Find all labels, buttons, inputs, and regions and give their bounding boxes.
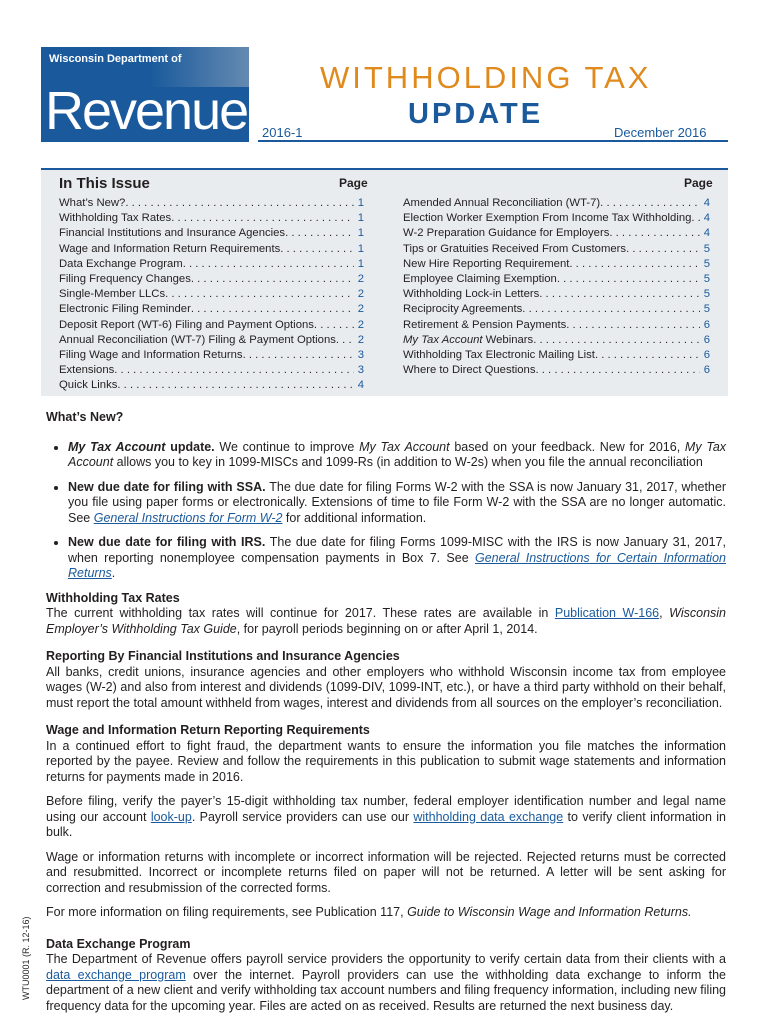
toc-entry[interactable] xyxy=(403,211,710,226)
toc-entry-label: Quick Links xyxy=(59,379,118,392)
toc-leader-dots xyxy=(171,211,354,226)
toc-entry-page: 2 xyxy=(357,318,364,331)
toc-entry[interactable] xyxy=(59,226,364,241)
toc-entry-label: Electronic Filing Reminder xyxy=(59,303,191,316)
issue-number: 2016-1 xyxy=(262,125,303,140)
toc-entry-label: Election Worker Exemption From Income Tax Withholding xyxy=(403,212,692,225)
toc-entry-label: Filing Frequency Changes xyxy=(59,273,191,286)
issue-date: December 2016 xyxy=(614,125,707,140)
rates-heading: Withholding Tax Rates xyxy=(46,590,180,605)
toc-entry-page: 4 xyxy=(703,212,710,225)
data-exchange-text: The Department of Revenue offers payroll service providers the opportunity to verify certain data from their clients with a data exchange program over the internet. Payroll providers can use the withholding data exchange to inform the department of a new client and verify withholding tax account numbers and filing frequency information, including new filing frequency data for the upcoming year. Files are acted on as received. Results are returned the next business day. xyxy=(46,952,726,1013)
toc-entry-label: Tips or Gratuities Received From Customers xyxy=(403,242,627,255)
toc-entry-label: Deposit Report (WT-6) Filing and Payment Options xyxy=(59,318,314,331)
toc-entry[interactable] xyxy=(403,348,710,363)
dor-logo xyxy=(41,47,249,142)
rates-section xyxy=(46,591,726,638)
list-item: • My Tax Account update. We continue to improve My Tax Account based on your feedback. New for 2016, My Tax Account allows you to key in 1099-MISCs and 1099-Rs (in addition to W-2s) when you file the annual reconciliation xyxy=(68,440,726,471)
toc-entry-page: 4 xyxy=(357,379,364,392)
w2-instructions-link[interactable]: General Instructions for Form W-2 xyxy=(93,510,283,525)
toc-leader-dots xyxy=(522,302,699,317)
info-returns-instructions-link[interactable]: General Instructions for Certain Information Returns xyxy=(68,550,726,580)
toc-entry[interactable] xyxy=(403,302,710,317)
toc-entry-page: 5 xyxy=(703,242,710,255)
toc-entry[interactable] xyxy=(403,226,710,241)
toc-entry-page: 3 xyxy=(357,364,364,377)
toc-leader-dots xyxy=(243,348,354,363)
toc-page-header-left: Page xyxy=(339,176,368,190)
withholding-data-exchange-link[interactable]: withholding data exchange xyxy=(413,809,564,824)
toc-leader-dots xyxy=(533,333,700,348)
toc-entry-page: 5 xyxy=(703,273,710,286)
toc-entry[interactable] xyxy=(403,272,710,287)
wage-heading: Wage and Information Return Reporting Requirements xyxy=(46,723,370,737)
rates-text: The current withholding tax rates will continue for 2017. These rates are available in Publication W-166, Wisconsin Employer’s Withholding Tax Guide, for payroll periods beginning on or after April 1, 2014. xyxy=(46,606,727,636)
data-exchange-program-link[interactable]: data exchange program xyxy=(46,967,186,982)
toc-entry[interactable] xyxy=(59,378,364,393)
wage-p1: In a continued effort to fight fraud, the department wants to ensure the information you file matches the information reported by the payee. Review and follow the requirements in this publication to submit wage statements and information returns for payments made in 2016. xyxy=(46,738,726,784)
toc-entry-label: Withholding Tax Electronic Mailing List xyxy=(403,349,595,362)
toc-entry-page: 6 xyxy=(703,364,710,377)
publication-w166-link[interactable]: Publication W-166 xyxy=(554,606,660,620)
toc-leader-dots xyxy=(114,363,353,378)
toc-entry-page: 2 xyxy=(357,273,364,286)
toc-entry[interactable] xyxy=(59,242,364,257)
toc-entry-page: 5 xyxy=(703,303,710,316)
toc-leader-dots xyxy=(191,272,354,287)
toc-entry[interactable] xyxy=(59,348,364,363)
toc-entry-page: 2 xyxy=(357,288,364,301)
toc-entry-label: Extensions xyxy=(59,364,115,377)
article-body xyxy=(46,410,726,1014)
toc-leader-dots xyxy=(566,318,699,333)
toc-leader-dots xyxy=(314,318,354,333)
header-rule xyxy=(258,140,728,142)
toc-entry[interactable] xyxy=(59,287,364,302)
toc-entry-page: 1 xyxy=(357,212,364,225)
toc-entry-label: Employee Claiming Exemption xyxy=(403,273,557,286)
toc-leader-dots xyxy=(285,226,354,241)
toc-title: In This Issue xyxy=(59,175,150,192)
list-item: • New due date for filing with IRS. The due date for filing Forms 1099-MISC with the IRS is now January 31, 2017, when reporting nonemployee compensation payments in Box 7. See General Instructions for Certain Information Returns. xyxy=(68,535,726,582)
toc-leader-dots xyxy=(609,226,699,241)
toc-entry[interactable] xyxy=(403,318,710,333)
toc-page-header-right: Page xyxy=(684,176,713,190)
data-exchange-section xyxy=(46,937,726,1015)
financial-section xyxy=(46,649,726,711)
toc-leader-dots xyxy=(191,302,354,317)
toc-entry-label: Amended Annual Reconciliation (WT-7) xyxy=(403,197,601,209)
toc-leader-dots xyxy=(539,287,699,302)
wage-p3: Wage or information returns with incomplete or incorrect information will be rejected. Rejected returns must be corrected and resubmitted. Incorrect or incomplete returns filed on paper will not be returned. A letter will be sent asking for correction and resubmission of the corrected forms. xyxy=(46,849,726,895)
toc-entry-label: Data Exchange Program xyxy=(59,257,183,270)
newsletter-title: WITHHOLDING TAX xyxy=(320,60,652,95)
wage-p4: For more information on filing requirements, see Publication 117, Guide to Wisconsin Wage and Information Returns. xyxy=(46,905,692,919)
toc-entry-page: 6 xyxy=(703,349,710,362)
look-up-link[interactable]: look-up xyxy=(150,809,192,824)
toc-entry-page: 4 xyxy=(703,227,710,240)
toc-entry-label: Retirement & Pension Payments xyxy=(403,318,567,331)
form-code: WTU0001 (R. 12-16) xyxy=(21,916,31,1000)
toc-entry[interactable] xyxy=(403,257,710,272)
toc-entry-label: Financial Institutions and Insurance Agencies xyxy=(59,227,286,240)
toc-leader-dots xyxy=(336,333,354,348)
toc-entry[interactable] xyxy=(59,333,364,348)
toc-entry-label: Withholding Lock-in Letters xyxy=(403,288,540,301)
toc-entry[interactable] xyxy=(59,363,364,378)
toc-leader-dots xyxy=(165,287,354,302)
toc-entry-page: 3 xyxy=(357,349,364,362)
toc-entry[interactable] xyxy=(59,257,364,272)
toc-leader-dots xyxy=(569,257,699,272)
toc-entry[interactable] xyxy=(59,272,364,287)
toc-entry[interactable] xyxy=(59,211,364,226)
logo-revenue: Revenue xyxy=(45,81,248,141)
toc-leader-dots xyxy=(125,196,353,211)
toc-entry-page: 1 xyxy=(357,257,364,270)
toc-entry-page: 6 xyxy=(703,333,710,346)
toc-entry-label: My Tax Account Webinars xyxy=(403,333,534,346)
toc-leader-dots xyxy=(600,196,700,211)
toc-entry[interactable] xyxy=(403,287,710,302)
toc-entry-label: W-2 Preparation Guidance for Employers xyxy=(403,227,610,240)
toc-entry-page: 2 xyxy=(357,303,364,316)
toc-entry-label: Reciprocity Agreements xyxy=(403,303,523,316)
toc-leader-dots xyxy=(595,348,700,363)
toc-entry-page: 6 xyxy=(703,318,710,331)
whats-new-heading: What’s New? xyxy=(46,410,124,424)
toc-entry-label: Where to Direct Questions xyxy=(403,364,536,377)
toc-leader-dots xyxy=(117,378,353,393)
logo-department: Wisconsin Department of xyxy=(49,53,182,65)
financial-heading: Reporting By Financial Institutions and Insurance Agencies xyxy=(46,649,400,663)
toc-entry[interactable] xyxy=(59,302,364,317)
financial-text: All banks, credit unions, insurance agencies and other employers who withhold Wisconsin income tax from employee wages (W-2) and also from interest and dividends (1099-DIV, 1099-INT, etc.), or have a third party withhold on their behalf, must report the total amount withheld from wages, interest and dividends from all sources on the employer’s reconciliation. xyxy=(46,664,726,710)
toc-entry[interactable] xyxy=(403,333,710,348)
in-this-issue-box xyxy=(41,168,728,396)
toc-entry-label: What’s New? xyxy=(59,197,126,209)
toc-entry[interactable] xyxy=(403,363,710,378)
list-item: • New due date for filing with SSA. The due date for filing Forms W-2 with the SSA is now January 31, 2017, whether you file using paper forms or electronically. Extensions of time to file Form W-2 with the SSA are no longer automatic. See General Instructions for Form W-2 for additional information. xyxy=(68,480,726,527)
data-exchange-heading: Data Exchange Program xyxy=(46,936,191,951)
toc-entry[interactable] xyxy=(403,196,710,211)
toc-entry-page: 4 xyxy=(703,197,710,209)
toc-entry-page: 2 xyxy=(357,333,364,346)
toc-entry-label: Wage and Information Return Requirements xyxy=(59,242,281,255)
toc-entry-label: Withholding Tax Rates xyxy=(59,212,172,225)
toc-entry-page: 5 xyxy=(703,257,710,270)
toc-leader-dots xyxy=(280,242,353,257)
toc-entry-label: New Hire Reporting Requirement xyxy=(403,257,570,270)
whats-new-list xyxy=(46,440,726,582)
toc-entry[interactable] xyxy=(403,242,710,257)
toc-entry-label: Single-Member LLCs xyxy=(59,288,166,301)
toc-leader-dots xyxy=(691,211,699,226)
toc-entry-page: 1 xyxy=(357,242,364,255)
wage-p2: Before filing, verify the payer’s 15-digit withholding tax number, federal employer identification number and legal name using our account look-up. Payroll service providers can use our withholding data exchange to verify client information in bulk. xyxy=(46,794,727,839)
toc-entry-label: Filing Wage and Information Returns xyxy=(59,349,243,362)
toc-leader-dots xyxy=(626,242,700,257)
toc-entry-label: Annual Reconciliation (WT-7) Filing & Payment Options xyxy=(59,333,336,346)
toc-entry-page: 1 xyxy=(357,227,364,240)
toc-right-column xyxy=(403,196,710,378)
toc-entry[interactable] xyxy=(59,318,364,333)
toc-leader-dots xyxy=(183,257,354,272)
toc-leader-dots xyxy=(535,363,699,378)
toc-leader-dots xyxy=(557,272,700,287)
toc-left-column xyxy=(59,196,364,394)
toc-entry-page: 1 xyxy=(357,197,364,209)
toc-entry[interactable] xyxy=(59,196,364,211)
wage-section xyxy=(46,723,726,921)
toc-entry-page: 5 xyxy=(703,288,710,301)
newsletter-subtitle: UPDATE xyxy=(408,98,544,130)
